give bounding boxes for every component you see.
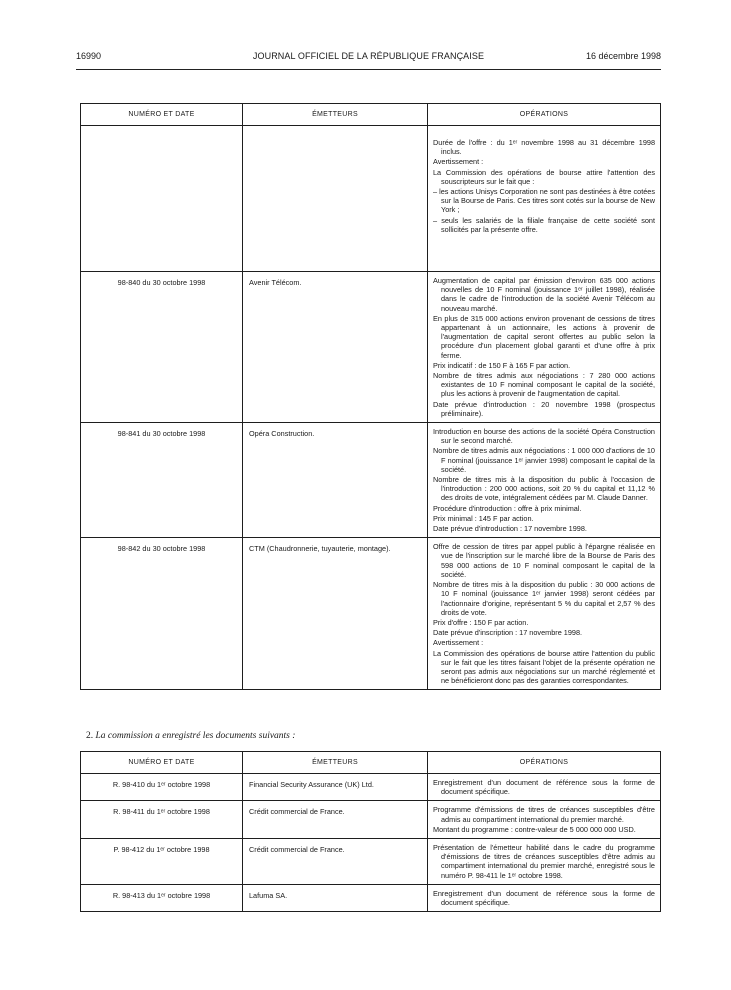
emetteur-cell: Avenir Télécom. bbox=[243, 272, 428, 423]
table-row bbox=[81, 884, 661, 911]
journal-title: JOURNAL OFFICIEL DE LA RÉPUBLIQUE FRANÇAISE bbox=[252, 51, 485, 61]
operations-cell bbox=[428, 774, 661, 801]
operations-cell bbox=[428, 423, 661, 538]
numero-cell: 98-842 du 30 octobre 1998 bbox=[81, 538, 243, 690]
operation-line: – les actions Unisys Corporation ne sont pas destinées à être cotées sur la Bourse de Paris. Ces titres sont cotés sur la bourse de New York ; bbox=[433, 187, 655, 215]
operation-line: Date prévue d'introduction : 17 novembre 1998. bbox=[433, 524, 587, 534]
table-body bbox=[81, 774, 661, 912]
header-rule bbox=[76, 69, 661, 70]
operation-line: Enregistrement d'un document de référence sous la forme de document spécifique. bbox=[433, 888, 655, 908]
table-header-row bbox=[81, 752, 661, 774]
operations-cell bbox=[428, 272, 661, 423]
column-header-numero: NUMÉRO ET DATE bbox=[81, 104, 243, 126]
operation-line: Date prévue d'inscription : 17 novembre 1998. bbox=[433, 628, 583, 638]
operation-line: Avertissement : bbox=[433, 638, 484, 648]
column-header-operations: OPÉRATIONS bbox=[428, 752, 661, 774]
numero-cell: 98-840 du 30 octobre 1998 bbox=[81, 272, 243, 423]
numero-cell: 98-841 du 30 octobre 1998 bbox=[81, 423, 243, 538]
emetteur-cell: Lafuma SA. bbox=[243, 884, 428, 911]
section-title-text: La commission a enregistré les documents suivants : bbox=[95, 731, 296, 741]
table-body bbox=[81, 126, 661, 690]
table-row bbox=[81, 774, 661, 801]
emetteur-cell bbox=[243, 126, 428, 272]
operation-line: Nombre de titres admis aux négociations : 1 000 000 d'actions de 10 F nominal (jouissance 1ᵉʳ janvier 1998) composant le capital de la société. bbox=[433, 446, 655, 474]
operation-line: – seuls les salariés de la filiale française de cette société sont sollicités par la présente offre. bbox=[433, 215, 655, 234]
table-row bbox=[81, 272, 661, 423]
section-heading bbox=[86, 731, 295, 741]
numero-cell: R. 98-410 du 1ᵉʳ octobre 1998 bbox=[81, 774, 243, 801]
operation-line: Date prévue d'introduction : 20 novembre 1998 (prospectus préliminaire). bbox=[433, 399, 655, 418]
column-header-numero: NUMÉRO ET DATE bbox=[81, 752, 243, 774]
table-row bbox=[81, 801, 661, 839]
page-number: 16990 bbox=[76, 51, 102, 61]
column-header-emetteurs: ÉMETTEURS bbox=[243, 752, 428, 774]
numero-cell: P. 98-412 du 1ᵉʳ octobre 1998 bbox=[81, 839, 243, 885]
operations-cell bbox=[428, 538, 661, 690]
operation-line: Augmentation de capital par émission d'environ 635 000 actions nouvelles de 10 F nominal (jouissance 1ᵉʳ juillet 1998), réalisée dans le cadre de l'introduction de la société Avenir Télécom au nouveau marché. bbox=[433, 276, 655, 313]
operation-line: Montant du programme : contre-valeur de 5 000 000 000 USD. bbox=[433, 824, 636, 834]
numero-cell: R. 98-411 du 1ᵉʳ octobre 1998 bbox=[81, 801, 243, 839]
operation-line: Enregistrement d'un document de référence sous la forme de document spécifique. bbox=[433, 778, 655, 797]
table-row bbox=[81, 839, 661, 885]
operation-line: Offre de cession de titres par appel public à l'épargne réalisée en vue de l'inscription sur le marché libre de la Bourse de Paris des 598 000 actions de 10 F nominal composant le capital de la société. bbox=[433, 542, 655, 579]
operation-line: Prix minimal : 145 F par action. bbox=[433, 513, 534, 523]
operation-line: En plus de 315 000 actions environ provenant de cessions de titres appartenant à un actionnaire, les actions à provenir de l'augmentation de capital seront offertes au public selon la procédure d'un placement global garanti et d'une offre à prix ferme. bbox=[433, 313, 655, 360]
column-header-emetteurs: ÉMETTEURS bbox=[243, 104, 428, 126]
table-row bbox=[81, 538, 661, 690]
operation-line: Présentation de l'émetteur habilité dans le cadre du programme d'émissions de titres de créances susceptibles d'être admis au compartiment international du premier marché, enregistré sous le numéro P. 98-411 le 1ᵉʳ octobre 1998. bbox=[433, 843, 655, 880]
operation-line: Prix d'offre : 150 F par action. bbox=[433, 617, 529, 627]
operation-line: Nombre de titres admis aux négociations : 7 280 000 actions existantes de 10 F nominal composant le capital de la société, plus les actions à provenir de l'augmentation de capital. bbox=[433, 371, 655, 399]
numero-cell bbox=[81, 126, 243, 272]
operation-line: Avertissement : bbox=[433, 157, 484, 167]
operation-line: La Commission des opérations de bourse attire l'attention du public sur le fait que les titres faisant l'objet de la présente opération ne seront pas admis aux négociations sur un marché réglementé et ne bénéficieront donc pas des garanties correspondantes. bbox=[433, 648, 655, 686]
table-row bbox=[81, 423, 661, 538]
operation-line: Programme d'émissions de titres de créances susceptibles d'être admis au compartiment international du premier marché. bbox=[433, 805, 655, 824]
column-header-operations: OPÉRATIONS bbox=[428, 104, 661, 126]
operation-line: Prix indicatif : de 150 F à 165 F par action. bbox=[433, 360, 571, 370]
operations-cell bbox=[428, 126, 661, 272]
operations-cell bbox=[428, 839, 661, 885]
operation-line: Procédure d'introduction : offre à prix minimal. bbox=[433, 503, 582, 513]
registrations-table bbox=[80, 103, 661, 690]
emetteur-cell: Financial Security Assurance (UK) Ltd. bbox=[243, 774, 428, 801]
operation-line: Durée de l'offre : du 1ᵉʳ novembre 1998 au 31 décembre 1998 inclus. bbox=[433, 138, 655, 157]
operation-line: Introduction en bourse des actions de la société Opéra Construction sur le second marché. bbox=[433, 427, 655, 446]
section-number: 2. bbox=[86, 731, 94, 741]
issue-date: 16 décembre 1998 bbox=[585, 51, 661, 61]
operation-line: La Commission des opérations de bourse attire l'attention des souscripteurs sur le fait que : bbox=[433, 167, 655, 186]
emetteur-cell: Opéra Construction. bbox=[243, 423, 428, 538]
numero-cell: R. 98-413 du 1ᵉʳ octobre 1998 bbox=[81, 884, 243, 911]
emetteur-cell: Crédit commercial de France. bbox=[243, 801, 428, 839]
page-header bbox=[76, 51, 661, 65]
operation-line: Nombre de titres mis à la disposition du public : 30 000 actions de 10 F nominal (jouissance 1ᵉʳ janvier 1998) seront cédées par l'actionnaire d'origine, représentant 5 % du capital et 2,57 % des droits de vote. bbox=[433, 580, 655, 617]
operation-line: Nombre de titres mis à la disposition du public à l'occasion de l'introduction : 200 000 actions, soit 20 % du capital et 11,12 % des droits de vote, intégralement cédées par M. Claude Danner. bbox=[433, 475, 655, 503]
table-header-row bbox=[81, 104, 661, 126]
documents-table bbox=[80, 751, 661, 912]
operations-cell bbox=[428, 801, 661, 839]
emetteur-cell: Crédit commercial de France. bbox=[243, 839, 428, 885]
operations-cell bbox=[428, 884, 661, 911]
table-row bbox=[81, 126, 661, 272]
emetteur-cell: CTM (Chaudronnerie, tuyauterie, montage). bbox=[243, 538, 428, 690]
